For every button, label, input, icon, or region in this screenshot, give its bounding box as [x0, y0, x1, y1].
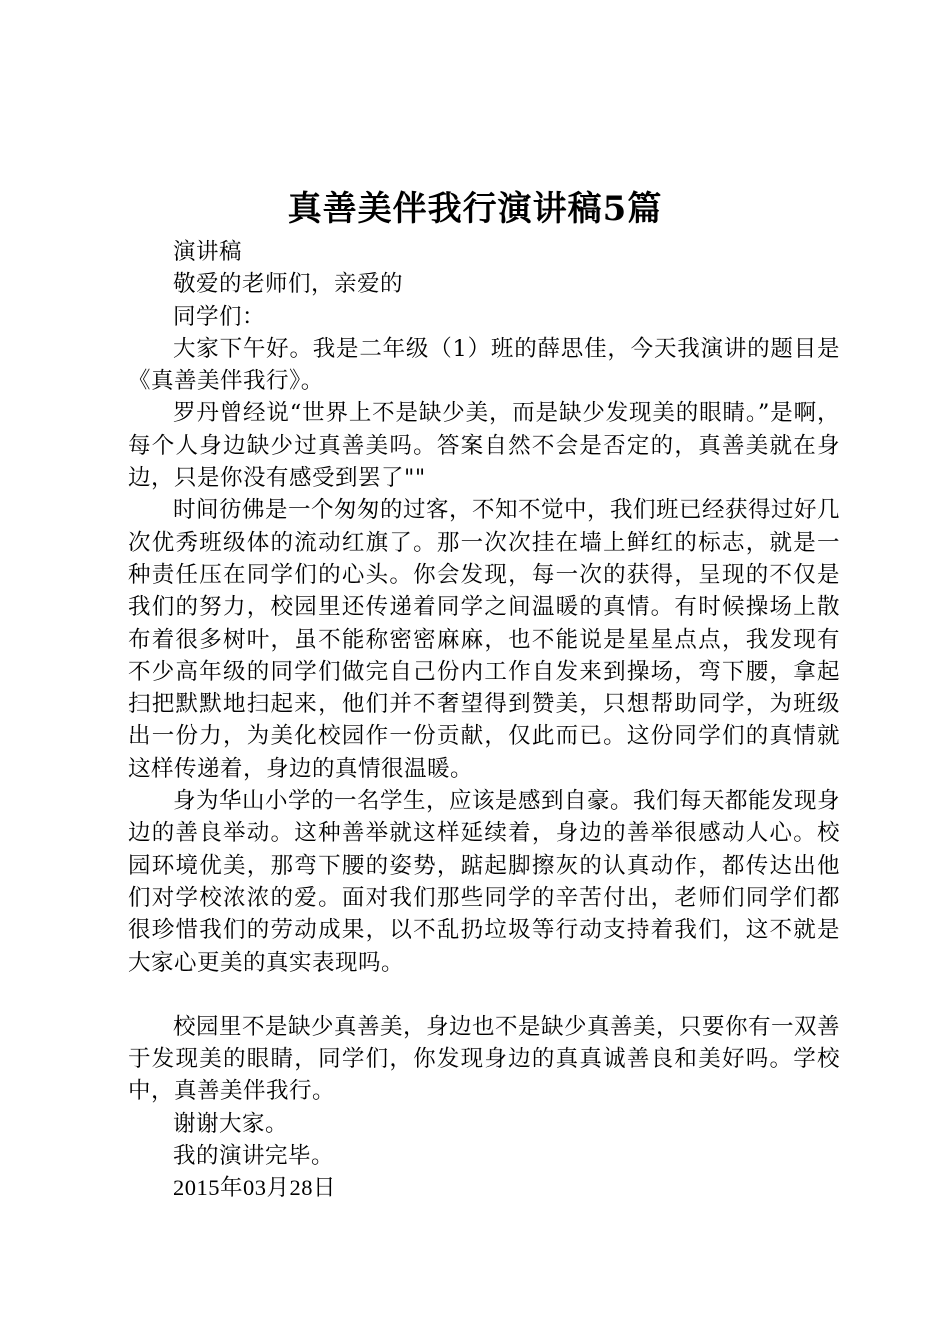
- paragraph-rodin-quote: 罗丹曾经说“世界上不是缺少美，而是缺少发现美的眼睛。”是啊，每个人身边缺少过真善美吗。答案自然不会是否定的，真善美就在身边，只是你没有感受到罢了"": [128, 400, 840, 492]
- paragraph-salutation-students: 同学们：: [173, 303, 266, 330]
- paragraph-red-flag: 时间彷佛是一个匆匆的过客，不知不觉中，我们班已经获得过好几次优秀班级体的流动红旗了。那一次次挂在墙上鲜红的标志，就是一种责任压在同学们的心头。你会发现，每一次的获得，呈现的不仅是我们的努力，校园里还传递着同学之间温暖的真情。有时候操场上散布着很多树叶，虽不能称密密麻麻，也不能说是星星点点，我发现有不少高年级的同学们做完自己份内工作自发来到操场，弯下腰，拿起扫把默默地扫起来，他们并不奢望得到赞美，只想帮助同学，为班级出一份力，为美化校园作一份贡献，仅此而已。这份同学们的真情就这样传递着，身边的真情很温暖。: [128, 497, 841, 782]
- paragraph-salutation-teachers: 敬爱的老师们，亲爱的: [173, 271, 404, 298]
- document-body: [128, 236, 840, 1205]
- paragraph-introduction: 大家下午好。我是二年级（1）班的薛思佳，今天我演讲的题目是《真善美伴我行》。: [128, 335, 840, 395]
- paragraph-conclusion: 校园里不是缺少真善美，身边也不是缺少真善美，只要你有一双善于发现美的眼睛，同学们，你发现身边的真真诚善良和美好吗。学校中，真善美伴我行。: [128, 1013, 841, 1105]
- paragraph-school-pride: 身为华山小学的一名学生，应该是感到自豪。我们每天都能发现身边的善良举动。这种善举就这样延续着，身边的善举很感动人心。校园环境优美，那弯下腰的姿势，踮起脚擦灰的认真动作，都传达出他们对学校浓浓的爱。面对我们那些同学的辛苦付出，老师们同学们都很珍惜我们的劳动成果，以不乱扔垃圾等行动支持着我们，这不就是大家心更美的真实表现吗。: [128, 788, 841, 976]
- paragraph-thanks: 谢谢大家。: [173, 1110, 289, 1137]
- paragraph-date: 2015年03月28日: [173, 1175, 337, 1201]
- paragraph-closing: 我的演讲完毕。: [173, 1143, 335, 1170]
- paragraph-heading-label: 演讲稿: [173, 239, 243, 265]
- document-title: 真善美伴我行演讲稿5篇: [287, 189, 663, 229]
